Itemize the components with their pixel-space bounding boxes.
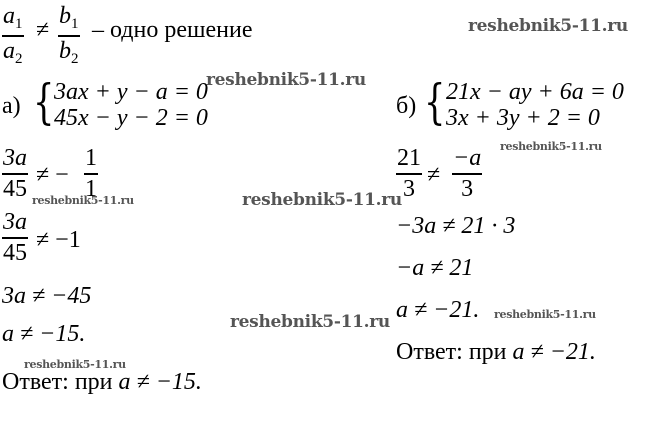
part-a-step2-frac: 3a 45: [3, 209, 27, 266]
part-b-step3: −a ≠ 21: [396, 255, 474, 281]
part-b-step2: −3a ≠ 21 · 3: [396, 213, 516, 239]
part-a-step2-tail: ≠ −1: [36, 227, 81, 253]
part-b-answer: [396, 340, 596, 364]
header-fraction-b: $b_1$ $b_2$: [59, 3, 79, 67]
part-a-answer-prefix: Ответ: при: [2, 369, 119, 395]
part-b-brace: {: [424, 74, 446, 130]
part-b-step1-frac: 21 3: [397, 145, 421, 202]
part-a-brace: {: [33, 74, 55, 130]
part-a-answer: [2, 370, 202, 394]
part-a-eq1: 3ax + y − a = 0: [54, 79, 208, 105]
part-a-step1-rfrac: 1 1: [85, 145, 97, 202]
part-b-step1-mid: ≠: [427, 162, 441, 188]
part-b-label: б): [396, 93, 417, 119]
part-a-eq2: 45x − y − 2 = 0: [54, 105, 208, 131]
part-a-step1-frac: 3a 45: [3, 145, 27, 202]
header-tail-text: – одно решение: [92, 17, 253, 43]
part-b-step4: a ≠ −21.: [396, 297, 480, 323]
watermark-part-b-step4: reshebnik5-11.ru: [494, 308, 596, 321]
part-a-step3: 3a ≠ −45: [2, 283, 92, 309]
part-b-eq2: 3x + 3y + 2 = 0: [446, 105, 600, 131]
watermark-part-a-system: reshebnik5-11.ru: [206, 70, 366, 90]
part-a-step1-mid: ≠ −: [36, 162, 69, 188]
watermark-part-b-system: reshebnik5-11.ru: [500, 140, 602, 153]
watermark-center: reshebnik5-11.ru: [242, 190, 402, 210]
part-b-step1-rfrac: −a 3: [453, 145, 482, 202]
header-fraction-a: $a_1$ $a_2$: [3, 3, 23, 67]
part-b-answer-prefix: Ответ: при: [396, 339, 513, 365]
part-a-step4: a ≠ −15.: [2, 321, 86, 347]
part-b-answer-value: a ≠ −21.: [512, 339, 596, 365]
part-b-eq1: 21x − ay + 6a = 0: [446, 79, 624, 105]
watermark-part-a-step1: reshebnik5-11.ru: [32, 194, 134, 207]
watermark-top-right: reshebnik5-11.ru: [468, 16, 628, 36]
watermark-part-a-answer: reshebnik5-11.ru: [24, 358, 126, 371]
header-neq: ≠: [36, 17, 50, 43]
part-a-label: а): [2, 93, 21, 119]
watermark-lower-center: reshebnik5-11.ru: [230, 312, 390, 332]
part-a-answer-value: a ≠ −15.: [118, 369, 202, 395]
